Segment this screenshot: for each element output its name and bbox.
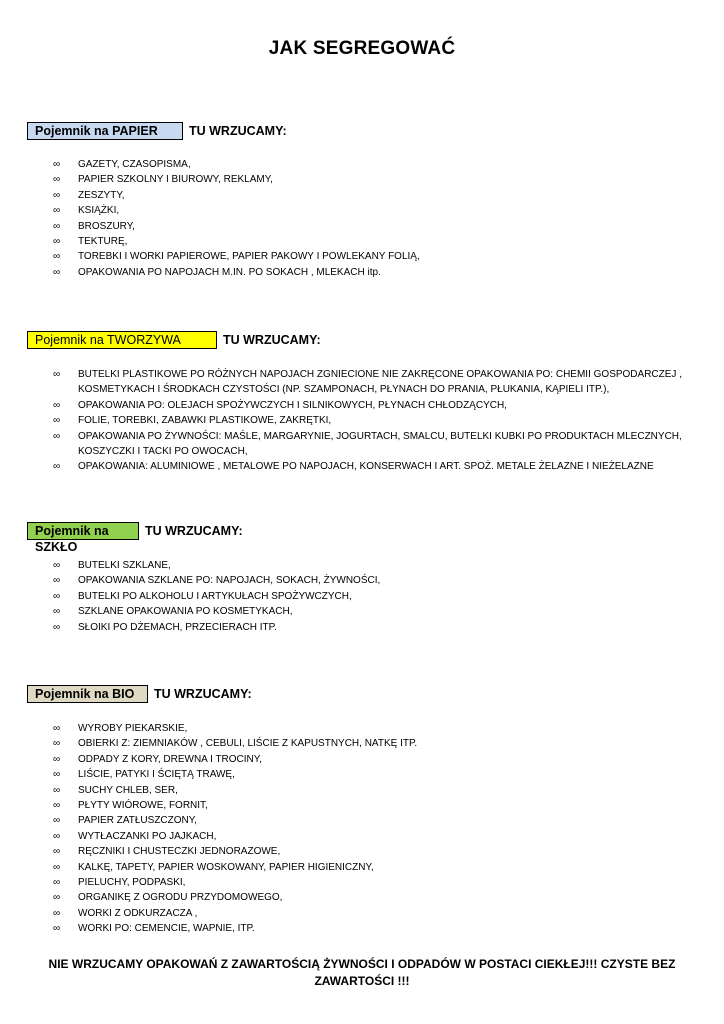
list-item: ∞ BUTELKI PLASTIKOWE PO RÓŻNYCH NAPOJACH ZGNIECIONE NIE ZAKRĘCONE OPAKOWANIA PO: CHEMII GOSPODARCZEJ , KOSMETYKACH I ŚRODKACH CZYSTOŚCI (NP. SZAMPONACH, PŁYNACH DO PRANIA, PŁUKANIA, KĄPIELI ITP.), [52,367,692,398]
bin-label-tworzywa: Pojemnik na TWORZYWA [27,331,217,349]
list-item: ∞ LIŚCIE, PATYKI I ŚCIĘTĄ TRAWĘ, [52,767,692,782]
item-list-szklo [52,558,692,635]
list-item: ∞ OPAKOWANIA PO: OLEJACH SPOŻYWCZYCH I SILNIKOWYCH, PŁYNACH CHŁODZĄCYCH, [52,398,692,413]
section-papier [27,122,697,278]
bin-label-bio: Pojemnik na BIO [27,685,148,703]
list-item: ∞ ODPADY Z KORY, DREWNA I TROCINY, [52,752,692,767]
list-item: ∞ WORKI Z ODKURZACZA , [52,906,692,921]
warning-footer: NIE WRZUCAMY OPAKOWAŃ Z ZAWARTOŚCIĄ ŻYWNOŚCI I ODPADÓW W POSTACI CIEKŁEJ!!! CZYSTE BEZ ZAWARTOŚCI !!! [48,957,676,988]
section-header [27,522,697,554]
list-item: ∞ ORGANIKĘ Z OGRODU PRZYDOMOWEGO, [52,890,692,905]
section-header [27,331,697,349]
bin-label-papier: Pojemnik na PAPIER [27,122,183,140]
list-item: ∞ OPAKOWANIA PO NAPOJACH M.IN. PO SOKACH , MLEKACH itp. [52,265,692,280]
list-item: ∞ ZESZYTY, [52,188,692,203]
section-tworzywa [27,331,697,473]
list-item: ∞ PAPIER SZKOLNY I BIUROWY, REKLAMY, [52,172,692,187]
item-list-bio [52,721,692,937]
section-header [27,122,697,140]
list-item: ∞ SZKLANE OPAKOWANIA PO KOSMETYKACH, [52,604,692,619]
section-header [27,685,697,703]
list-item: ∞ WORKI PO: CEMENCIE, WAPNIE, ITP. [52,921,692,936]
list-item: ∞ PAPIER ZATŁUSZCZONY, [52,813,692,828]
section-szklo [27,522,697,633]
section-subtitle: TU WRZUCAMY: [154,687,252,701]
list-item: ∞ SUCHY CHLEB, SER, [52,783,692,798]
section-subtitle: TU WRZUCAMY: [145,524,243,538]
list-item: ∞ PIELUCHY, PODPASKI, [52,875,692,890]
item-list-papier [52,157,692,280]
page-title: JAK SEGREGOWAĆ [268,38,456,59]
bin-label-szklo: Pojemnik na SZKŁO [27,522,139,540]
list-item: ∞ OBIERKI Z: ZIEMNIAKÓW , CEBULI, LIŚCIE Z KAPUSTNYCH, NATKĘ ITP. [52,736,692,751]
item-list-tworzywa [52,367,692,475]
list-item: ∞ FOLIE, TOREBKI, ZABAWKI PLASTIKOWE, ZAKRĘTKI, [52,413,692,428]
list-item: ∞ WYTŁACZANKI PO JAJKACH, [52,829,692,844]
section-subtitle: TU WRZUCAMY: [223,333,321,347]
list-item: ∞ SŁOIKI PO DŻEMACH, PRZECIERACH ITP. [52,620,692,635]
list-item: ∞ KALKĘ, TAPETY, PAPIER WOSKOWANY, PAPIER HIGIENICZNY, [52,860,692,875]
list-item: ∞ OPAKOWANIA SZKLANE PO: NAPOJACH, SOKACH, ŻYWNOŚCI, [52,573,692,588]
list-item: ∞ OPAKOWANIA PO ŻYWNOŚCI: MAŚLE, MARGARYNIE, JOGURTACH, SMALCU, BUTELKI KUBKI PO PRODUKTACH MLECZNYCH, KOSZYCZKI I TACKI PO OWOCACH, [52,429,692,460]
list-item: ∞ KSIĄŻKI, [52,203,692,218]
section-bio [27,685,697,935]
list-item: ∞ OPAKOWANIA: ALUMINIOWE , METALOWE PO NAPOJACH, KONSERWACH I ART. SPOŻ. METALE ŻELAZNE I NIEŻELAZNE [52,459,692,474]
list-item: ∞ TEKTURĘ, [52,234,692,249]
list-item: ∞ PŁYTY WIÓROWE, FORNIT, [52,798,692,813]
list-item: ∞ BROSZURY, [52,219,692,234]
list-item: ∞ RĘCZNIKI I CHUSTECZKI JEDNORAZOWE, [52,844,692,859]
list-item: ∞ TOREBKI I WORKI PAPIEROWE, PAPIER PAKOWY I POWLEKANY FOLIĄ, [52,249,692,264]
list-item: ∞ BUTELKI PO ALKOHOLU I ARTYKUŁACH SPOŻYWCZYCH, [52,589,692,604]
list-item: ∞ BUTELKI SZKLANE, [52,558,692,573]
list-item: ∞ WYROBY PIEKARSKIE, [52,721,692,736]
list-item: ∞ GAZETY, CZASOPISMA, [52,157,692,172]
section-subtitle: TU WRZUCAMY: [189,124,287,138]
